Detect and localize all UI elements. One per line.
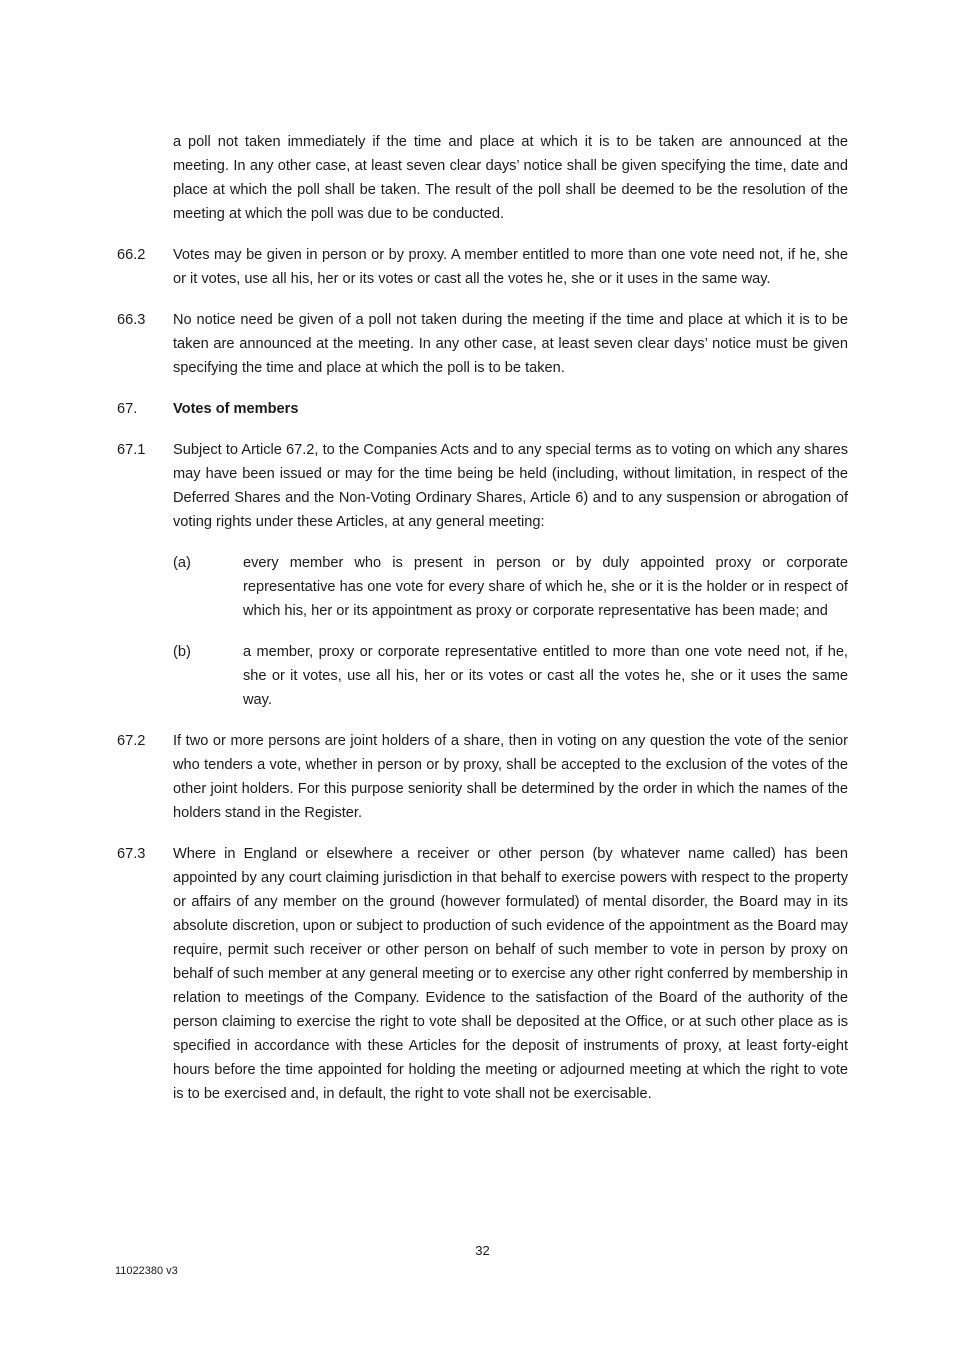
section-heading-67 (117, 397, 848, 421)
clause-number: 67.1 (117, 442, 146, 458)
page-number: 32 (475, 1243, 490, 1258)
clause-66-3 (117, 308, 848, 380)
paragraph-continuation (117, 130, 848, 226)
subitem-label: (a) (173, 555, 191, 571)
clause-67-1 (117, 438, 848, 712)
clause-text: Votes may be given in person or by proxy. A member entitled to more than one vote need not, if he, she or it votes, use all his, her or its votes or cast all the votes he, she or it uses in the same way. (173, 247, 848, 287)
subitem-text: a member, proxy or corporate representative entitled to more than one vote need not, if he, she or it votes, use all his, her or its votes or cast all the votes he, she or it uses the same way. (243, 644, 848, 708)
subitem-list (173, 551, 848, 712)
section-heading-text: Votes of members (173, 401, 299, 417)
clause-text: If two or more persons are joint holders of a share, then in voting on any question the vote of the senior who tenders a vote, whether in person or by proxy, shall be accepted to the exclusion of the votes of the other joint holders. For this purpose seniority shall be determined by the order in which the names of the holders stand in the Register. (173, 733, 848, 821)
clause-67-2 (117, 729, 848, 825)
clause-number: 66.3 (117, 312, 146, 328)
subitem-a (173, 551, 848, 623)
clause-number-empty (117, 130, 173, 226)
clause-67-3 (117, 842, 848, 1106)
subitem-text: every member who is present in person or by duly appointed proxy or corporate representative has one vote for every share of which he, she or it is the holder or in respect of which his, her or its appointment as proxy or corporate representative has been made; and (243, 555, 848, 619)
clause-number: 67.3 (117, 846, 146, 862)
clause-text: No notice need be given of a poll not taken during the meeting if the time and place at which it is to be taken are announced at the meeting. In any other case, at least seven clear days’ notice must be given specifying the time and place at which the poll is to be taken. (173, 312, 848, 376)
clause-number: 67.2 (117, 733, 146, 749)
paragraph-text: a poll not taken immediately if the time and place at which it is to be taken are announced at the meeting. In any other case, at least seven clear days’ notice shall be given specifying the time, date and place at which the poll shall be taken. The result of the poll shall be deemed to be the resolution of the meeting at which the poll was due to be conducted. (173, 134, 848, 222)
subitem-b (173, 640, 848, 712)
subitem-label: (b) (173, 644, 191, 660)
section-number: 67. (117, 401, 138, 417)
clause-number: 66.2 (117, 247, 146, 263)
document-body (117, 130, 848, 1123)
clause-66-2 (117, 243, 848, 291)
clause-body (173, 438, 848, 712)
clause-text: Where in England or elsewhere a receiver or other person (by whatever name called) has been appointed by any court claiming jurisdiction in that behalf to exercise powers with respect to the property or affairs of any member on the ground (however formulated) of mental disorder, the Board may in its absolute discretion, upon or subject to production of such evidence of the appointment as the Board may require, permit such receiver or other person on behalf of such member to vote in person by proxy on behalf of such member at any general meeting or to exercise any other right conferred by membership in relation to meetings of the Company. Evidence to the satisfaction of the Board of the authority of the person claiming to exercise the right to vote shall be deposited at the Office, or at such other place as is specified in accordance with these Articles for the deposit of instruments of proxy, at least forty-eight hours before the time appointed for holding the meeting or adjourned meeting at which the right to vote is to be exercised and, in default, the right to vote shall not be exercisable. (173, 846, 848, 1102)
clause-text: Subject to Article 67.2, to the Companies Acts and to any special terms as to voting on which any shares may have been issued or may for the time being be held (including, without limitation, in respect of the Deferred Shares and the Non-Voting Ordinary Shares, Article 6) and to any suspension or abrogation of voting rights under these Articles, at any general meeting: (173, 442, 848, 530)
document-reference: 11022380 v3 (115, 1265, 178, 1277)
